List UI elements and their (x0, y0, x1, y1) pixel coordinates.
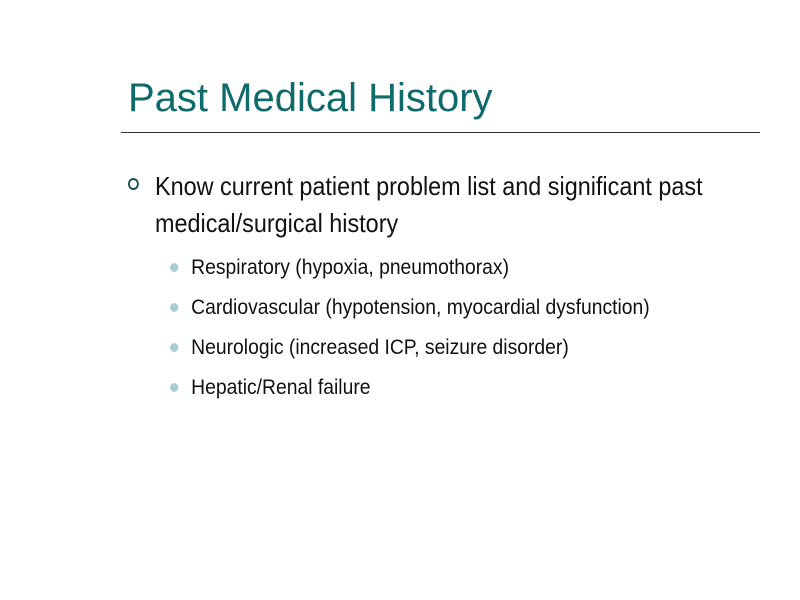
filled-dot-bullet-icon (170, 263, 178, 272)
filled-dot-bullet-icon (170, 383, 178, 392)
sub-bullet-item (170, 254, 720, 281)
slide-title: Past Medical History (128, 76, 493, 120)
sub-bullet-text: Respiratory (hypoxia, pneumothorax) (191, 256, 510, 279)
sub-bullet-item (170, 374, 720, 401)
bullet-list (128, 168, 768, 414)
main-bullet-text: Know current patient problem list and significant past medical/surgical history (155, 171, 703, 238)
sub-bullet-text: Hepatic/Renal failure (191, 376, 371, 399)
sub-bullet-list (128, 254, 768, 401)
title-divider (121, 132, 760, 133)
hollow-circle-bullet-icon (128, 178, 139, 190)
sub-bullet-text: Neurologic (increased ICP, seizure disorder) (191, 336, 569, 359)
filled-dot-bullet-icon (170, 343, 178, 352)
sub-bullet-item (170, 294, 720, 321)
filled-dot-bullet-icon (170, 303, 178, 312)
sub-bullet-text: Cardiovascular (hypotension, myocardial dysfunction) (191, 296, 650, 319)
main-bullet (128, 168, 731, 242)
sub-bullet-item (170, 334, 720, 361)
